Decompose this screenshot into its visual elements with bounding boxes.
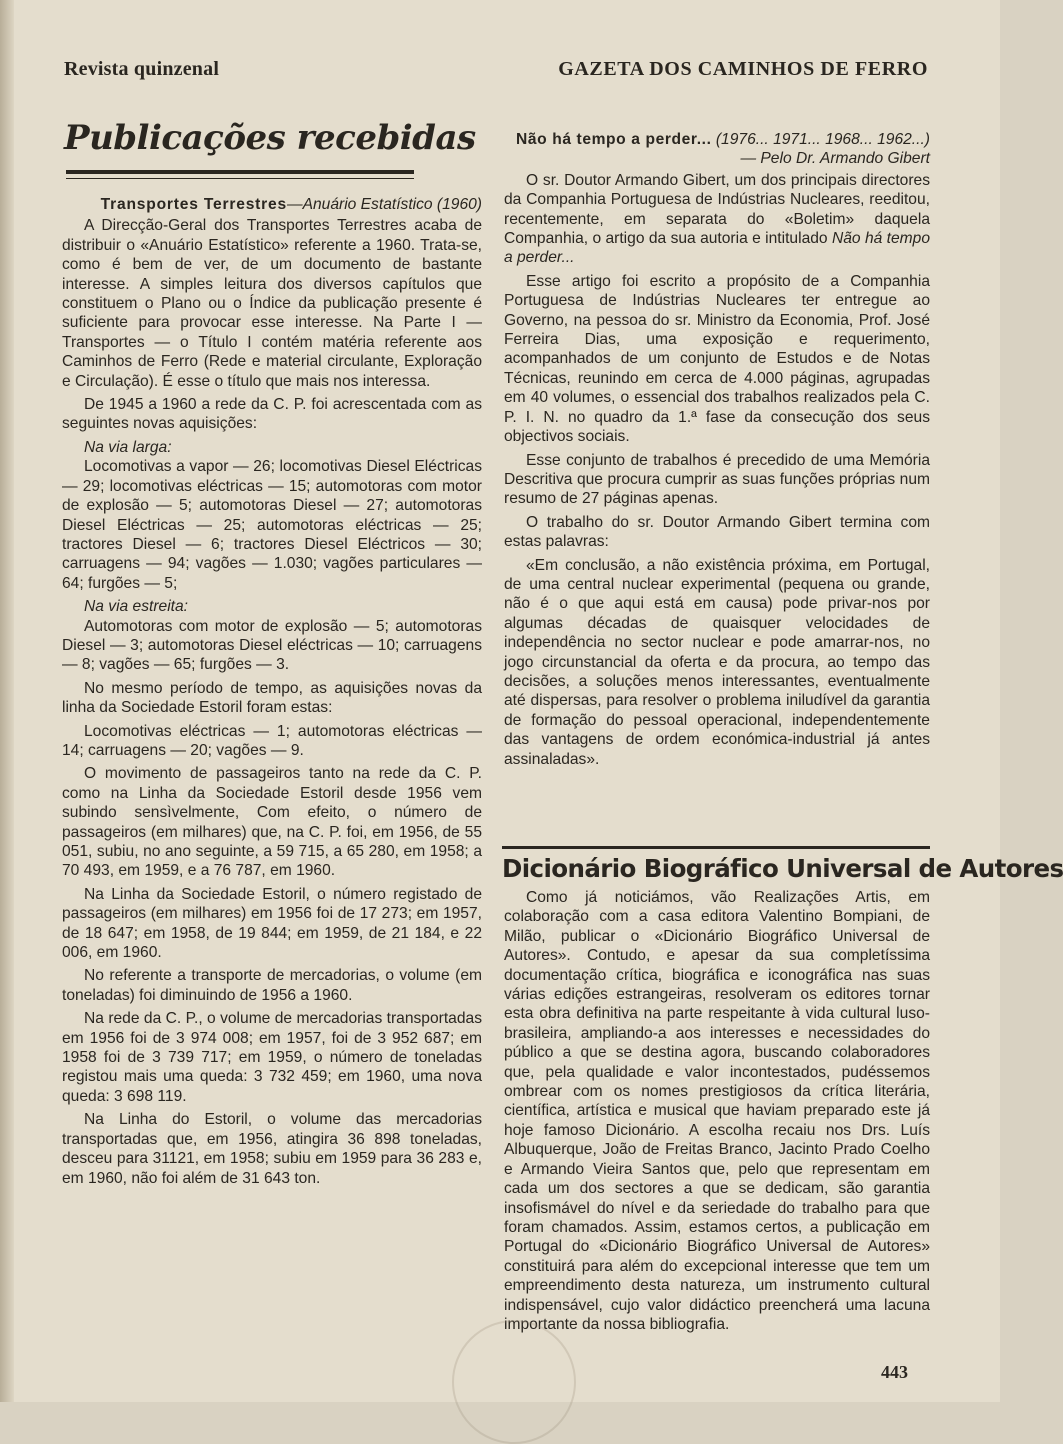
right-column-lower — [504, 888, 930, 1338]
paragraph-italic-title: Não há tempo a perder... — [504, 230, 930, 267]
paragraph-text: O sr. Doutor Armando Gibert, um dos principais directores da Companhia Portuguesa de Indústrias Nucleares, reeditou, recentemente, em separata do «Boletim» daquela Companhia, o artigo da sua autoria e intitulado — [504, 171, 930, 248]
right-column — [504, 130, 930, 773]
paragraph: Na Linha do Estoril, o volume das mercadorias transportadas que, em 1956, atingira 36 898 toneladas, desceu para 31121, em 1958; subiu em 1959 para 36 283 e, em 1960, não foi além de 31 643 ton. — [62, 1111, 482, 1187]
library-stamp — [452, 1320, 576, 1444]
article-title: Não há tempo a perder... — [516, 131, 712, 148]
paragraph — [504, 171, 930, 268]
article-subtitle: —Anuário Estatístico (1960) — [286, 196, 482, 213]
paragraph: O movimento de passageiros tanto na rede da C. P. como na Linha da Sociedade Estoril desde 1956 vem subindo sensìvelmente, Com efeito, o número de passageiros (em milhares) que, na C. P. foi, em 1956, de 55 051, subiu, no ano seguinte, a 59 715, a 65 280, em 1958; a 70 493, em 1959, e a 76 787, em 1960. — [62, 765, 482, 880]
paragraph: Como já noticiámos, vão Realizações Artis, em colaboração com a casa editora Valentino Bompiani, de Milão, publicar o «Dicionário Biográfico Universal de Autores». Contudo, e apesar da sua completíssima documentação crítica, biográfica e iconográfica nas suas várias edições estrangeiras, resolveram os editores tornar esta obra definitiva na parte respeitante à vida cultural luso-brasileira, ampliando-a aos interesses e necessidades do público a que se destina agora, buscando colaboradores que, pela qualidade e valor incontestados, pudéssemos ombrear com os nomes prestigiosos da crítica literária, científica, artística e musical que haviam preparado este já hoje famoso Dicionário. A escolha recaiu nos Drs. Luís Albuquerque, João de Freitas Branco, Jacinto Prado Coelho e Armando Vieira Santos que, pelo que representam em cada um dos sectores a que se dedicam, são garantia insofismável do nível e da seriedade do trabalho para que foram chamados. Assim, estamos certos, a publicação em Portugal do «Dicionário Biográfico Universal de Autores» constituirá para além do excepcional interesse que tem um empreendimento desta natureza, um instrumento cultural indispensável, cujo valor didáctico preencherá uma lacuna importante da nossa bibliografia. — [504, 889, 930, 1333]
paragraph: A Direcção-Geral dos Transportes Terrestres acaba de distribuir o «Anuário Estatístico» referente a 1960. Trata-se, como é bem de ver, de um documento de bastante interesse. A simples leitura dos diversos capítulos que constituem o Plano ou o Índice da publicação presente é suficiente para provocar esse interesse. Na Parte I — Transportes — o Título I contém matéria referente aos Caminhos de Ferro (Rede e material circulante, Exploração e Circulação). É esse o título que mais nos interessa. — [62, 217, 482, 390]
acquisition-list-estoril: Locomotivas eléctricas — 1; automotoras eléctricas — 14; carruagens — 20; vagões — 9. — [62, 722, 482, 759]
page-edge-shadow — [0, 0, 14, 1402]
subheading-via-estreita: Na via estreita: — [84, 598, 189, 616]
running-header-right: GAZETA DOS CAMINHOS DE FERRO — [558, 58, 928, 80]
paragraph: Na rede da C. P., o volume de mercadorias transportadas em 1956 foi de 3 974 008; em 1957, foi de 3 952 687; em 1958 foi de 3 739 717; em 1959, o número de toneladas registou mais uma queda: 3 732 459; em 1960, uma nova queda: 3 698 119. — [62, 1010, 482, 1105]
page-number: 443 — [881, 1362, 908, 1382]
article-heading-transportes — [62, 195, 482, 214]
paragraph: Esse artigo foi escrito a propósito de a Companhia Portuguesa de Indústrias Nucleares ter entregue ao Governo, na pessoa do sr. Ministro da Economia, Prof. José Ferreira Dias, uma exposição e requerimento, acompanhados de um conjunto de Estudos e de Notas Técnicas, reunindo em cerca de 4.000 páginas, agrupadas em 40 volumes, o essencial dos trabalhos realizados pela C. P. I. N. no quadro da 1.ª fase da consecução dos seus objectivos sociais. — [504, 272, 930, 446]
running-header-left: Revista quinzenal — [64, 58, 220, 80]
quotation: «Em conclusão, a não existência próxima, em Portugal, de uma central nuclear experimental (pequena ou grande, não é o que aqui está em causa) pode privar-nos por algumas décadas de quaisquer velocidades de independência no sector nuclear e pode amarrar-nos, no jogo circunstancial da oferta e da procura, ao tempo das decisões, a soluções menos interessantes, eventualmente até dispersas, para resolver o problema iniludível da garantia de formação do pessoal operacional, independentemente das vantagens de ordem económica-industrial já antes assinaladas». — [504, 556, 930, 768]
page-title: Publicações recebidas — [64, 118, 476, 158]
paragraph: No mesmo período de tempo, as aquisições novas da linha da Sociedade Estoril foram estas: — [62, 679, 482, 717]
acquisition-list-via-estreita: Automotoras com motor de explosão — 5; automotoras Diesel — 3; automotoras Diesel eléctricas — 10; carruagens — 8; vagões — 65; furgões — 3. — [62, 617, 482, 674]
article-subtitle: (1976... 1971... 1968... 1962...) — Pelo Dr. Armando Gibert — [715, 131, 930, 168]
paragraph: De 1945 a 1960 a rede da C. P. foi acrescentada com as seguintes novas aquisições: — [62, 396, 482, 433]
acquisition-list-via-larga: Locomotivas a vapor — 26; locomotivas Diesel Eléctricas — 29; locomotivas eléctricas — 15; automotoras com motor de explosão — 5; automotoras Diesel — 27; automotoras Diesel Eléctricas — 25; automotoras eléctricas — 25; tractores Diesel — 6; tractores Diesel Eléctricos — 30; carruagens — 94; vagões — 1.030; vagões particulares — 64; furgões — 5; — [62, 458, 482, 592]
section-title-dicionario: Dicionário Biográfico Universal de Autores — [502, 846, 930, 883]
paragraph: O trabalho do sr. Doutor Armando Gibert termina com estas palavras: — [504, 513, 930, 551]
article-heading-nao-ha-tempo — [504, 130, 930, 169]
title-rule — [66, 170, 414, 179]
left-column — [62, 195, 482, 1192]
subheading-via-larga: Na via larga: — [84, 438, 172, 456]
paragraph: Na Linha da Sociedade Estoril, o número registado de passageiros (em milhares) em 1956 foi de 17 273; em 1957, de 18 647; em 1958, de 19 844; em 1959, de 21 184, e 22 006, em 1960. — [62, 885, 482, 962]
paragraph: No referente a transporte de mercadorias, o volume (em toneladas) foi diminuindo de 1956 a 1960. — [62, 967, 482, 1004]
article-title: Transportes Terrestres — [100, 196, 287, 213]
paragraph: Esse conjunto de trabalhos é precedido de uma Memória Descritiva que procura cumprir as suas funções próprias num resumo de 27 páginas apenas. — [504, 451, 930, 508]
